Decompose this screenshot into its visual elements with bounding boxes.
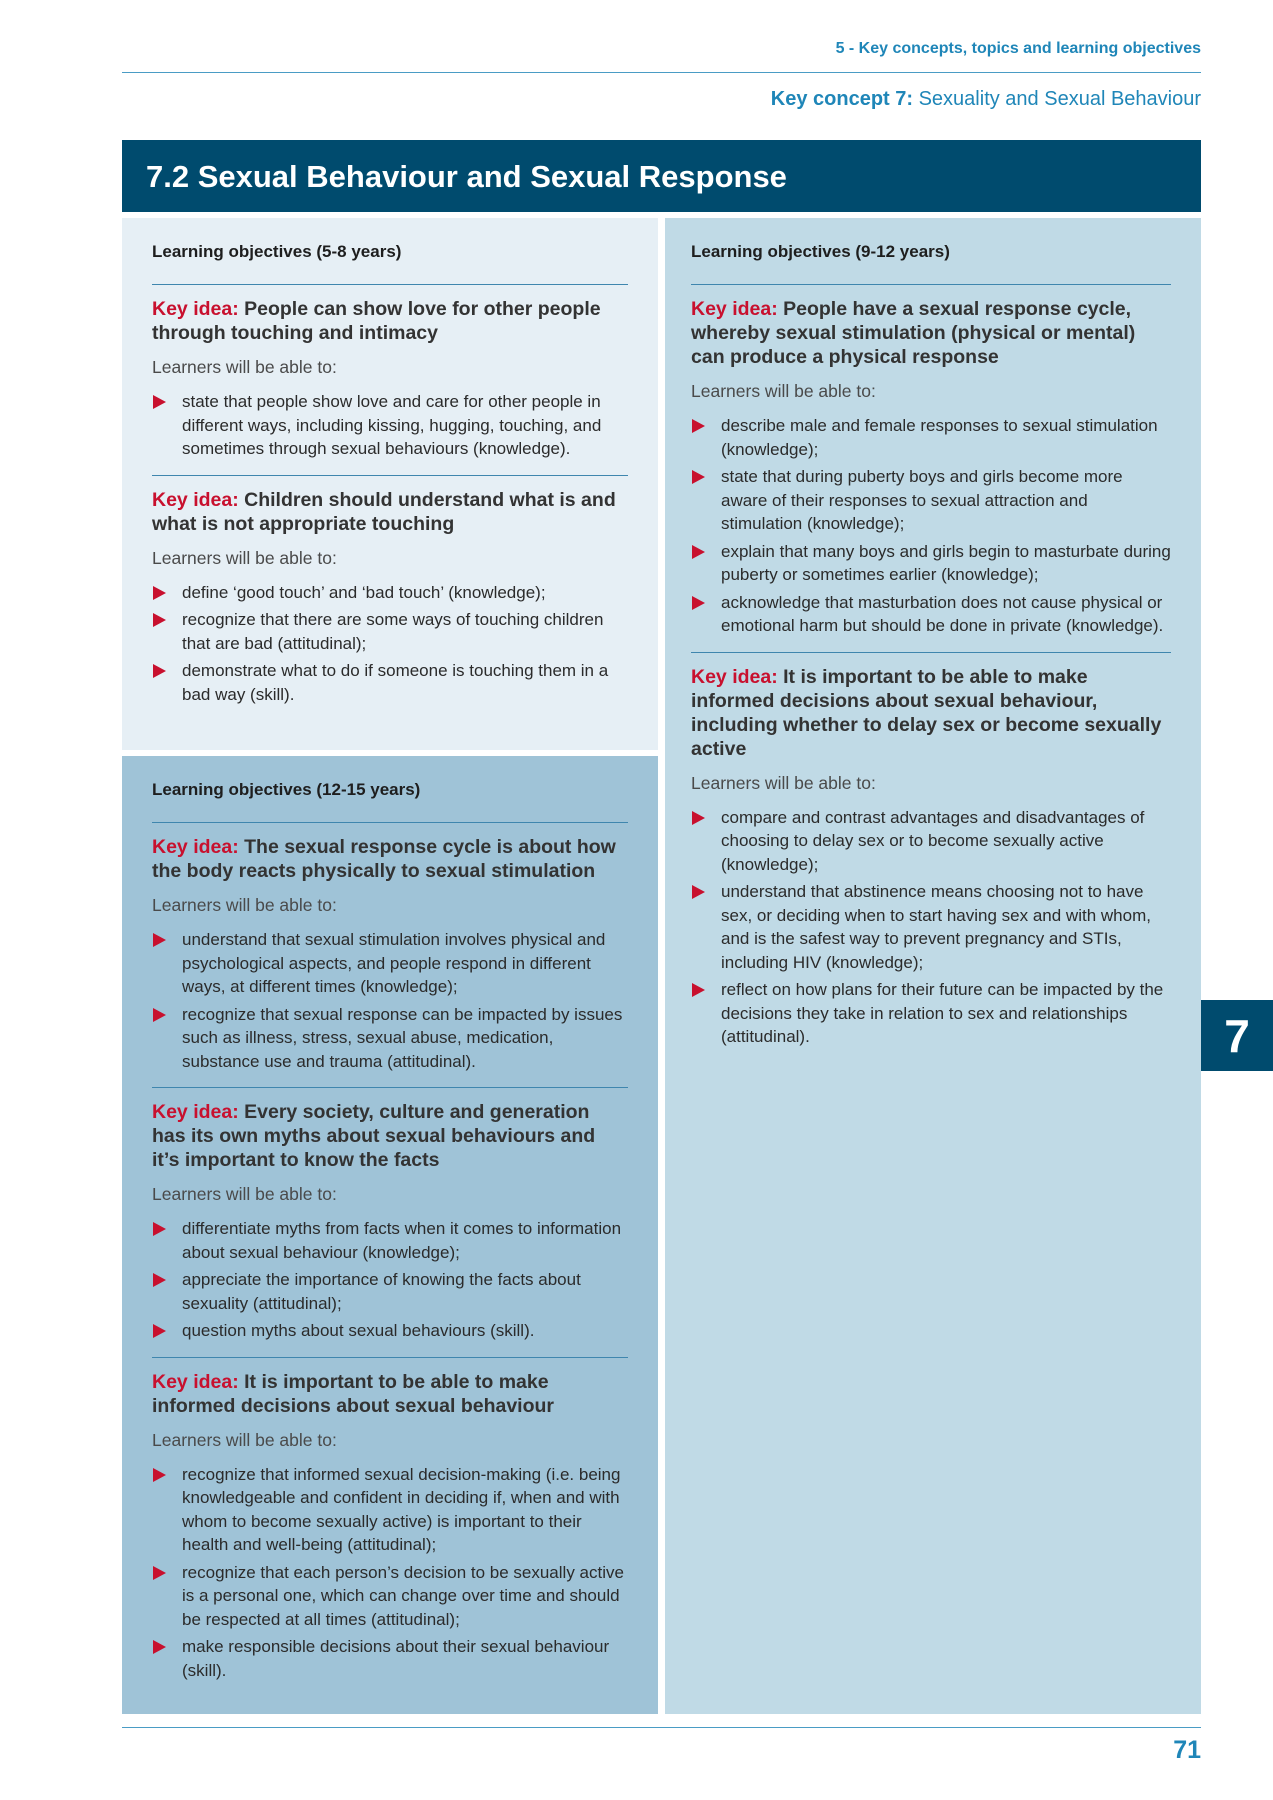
bullet-arrow-icon [153,395,166,409]
key-idea-text: It is important to be able to make informed decisions about sexual behaviour [152,1370,555,1417]
bullet-arrow-icon [692,885,705,899]
key-concept-header [771,88,1201,111]
objective-item: recognize that sexual response can be impacted by issues such as illness, stress, sexual abuse, medication, substance use and trauma (attitudinal). [152,1003,628,1074]
bullet-arrow-icon [153,613,166,627]
divider [152,822,628,823]
key-idea-label: Key idea: [152,298,239,320]
bullet-arrow-icon [153,1222,166,1236]
learners-intro: Learners will be able to: [152,547,337,568]
key-idea-label: Key idea: [152,836,239,858]
objectives-heading: Learning objectives (9-12 years) [691,242,950,261]
bullet-arrow-icon [692,811,705,825]
bullet-arrow-icon [692,596,705,610]
objective-list [152,928,628,1073]
key-idea-text: It is important to be able to make informed decisions about sexual behaviour, including whether to delay sex or become sexually active [691,665,1162,760]
objective-item: question myths about sexual behaviours (skill). [152,1319,628,1343]
header-divider [122,72,1201,73]
objective-item: make responsible decisions about their sexual behaviour (skill). [152,1635,628,1682]
key-idea [691,297,1171,369]
objective-item: appreciate the importance of knowing the facts about sexuality (attitudinal); [152,1268,628,1315]
objective-list [152,390,628,461]
objective-item: define ‘good touch’ and ‘bad touch’ (knowledge); [152,581,628,605]
key-idea-text: People can show love for other people through touching and intimacy [152,298,601,344]
key-idea [691,665,1171,761]
objective-item: state that people show love and care for other people in different ways, including kissing, hugging, touching, and sometimes through sexual behaviours (knowledge). [152,390,628,461]
key-idea-label: Key idea: [691,665,778,688]
chapter-tab-number: 7 [1224,1010,1250,1062]
bullet-arrow-icon [153,1008,166,1022]
objective-list [691,806,1171,1049]
key-idea [152,1100,628,1172]
bullet-arrow-icon [692,545,705,559]
objective-item: reflect on how plans for their future can be impacted by the decisions they take in relation to sex and relationships (attitudinal). [691,978,1171,1049]
objective-item: explain that many boys and girls begin to masturbate during puberty or sometimes earlier (knowledge); [691,540,1171,587]
key-idea-text: People have a sexual response cycle, whereby sexual stimulation (physical or mental) can produce a physical response [691,298,1136,368]
key-idea-text: The sexual response cycle is about how the body reacts physically to sexual stimulation [152,836,616,882]
bullet-arrow-icon [153,933,166,947]
section-title-bar [122,140,1201,212]
objective-item: describe male and female responses to sexual stimulation (knowledge); [691,414,1171,461]
bullet-arrow-icon [153,1273,166,1287]
learners-intro: Learners will be able to: [152,357,337,377]
divider [152,1357,628,1358]
objective-item: demonstrate what to do if someone is touching them in a bad way (skill). [152,659,628,706]
key-idea-text: Children should understand what is and what is not appropriate touching [152,488,616,535]
learners-intro: Learners will be able to: [152,1184,337,1204]
key-idea [152,1370,628,1418]
bullet-arrow-icon [153,1640,166,1654]
key-idea-label: Key idea: [152,488,239,511]
key-idea-label: Key idea: [152,1370,239,1393]
key-idea [152,488,628,536]
bullet-arrow-icon [153,664,166,678]
objective-item: differentiate myths from facts when it comes to information about sexual behaviour (knowledge); [152,1217,628,1264]
divider [152,475,628,476]
learners-intro: Learners will be able to: [691,772,876,793]
bullet-arrow-icon [692,470,705,484]
objective-list [691,414,1171,638]
objective-item: recognize that each person’s decision to be sexually active is a personal one, which can change over time and should be respected at all times (attitudinal); [152,1561,628,1632]
learners-intro: Learners will be able to: [152,895,337,915]
objective-item: understand that abstinence means choosing not to have sex, or deciding when to start having sex and with whom, and is the safest way to prevent pregnancy and STIs, including HIV (knowledge); [691,880,1171,974]
chapter-tab [1201,1000,1273,1071]
bullet-arrow-icon [153,1324,166,1338]
key-idea-text: Every society, culture and generation has its own myths about sexual behaviours and it’s important to know the facts [152,1101,596,1171]
learners-intro: Learners will be able to: [691,381,876,401]
page-number: 71 [1173,1736,1201,1764]
objective-item: acknowledge that masturbation does not cause physical or emotional harm but should be done in private (knowledge). [691,591,1171,638]
divider [691,284,1171,285]
key-concept-title: Sexuality and Sexual Behaviour [918,88,1201,110]
chapter-header: 5 - Key concepts, topics and learning objectives [835,40,1201,57]
divider [152,284,628,285]
key-idea-label: Key idea: [152,1101,239,1123]
panel-9-12-years [665,218,1201,1714]
objective-item: recognize that there are some ways of touching children that are bad (attitudinal); [152,608,628,655]
panel-5-8-years [122,218,658,750]
bullet-arrow-icon [153,1468,166,1482]
bullet-arrow-icon [692,419,705,433]
bullet-arrow-icon [692,983,705,997]
objective-list [152,1463,628,1683]
divider [691,652,1171,653]
key-idea [152,297,628,345]
objective-item: compare and contrast advantages and disadvantages of choosing to delay sex or to become sexually active (knowledge); [691,806,1171,877]
bullet-arrow-icon [153,1566,166,1580]
objectives-heading: Learning objectives (5-8 years) [152,242,402,261]
learners-intro: Learners will be able to: [152,1429,337,1450]
panel-12-15-years [122,756,658,1714]
objectives-heading: Learning objectives (12-15 years) [152,780,421,799]
key-concept-label: Key concept 7: [770,88,914,110]
section-title: 7.2 Sexual Behaviour and Sexual Response [146,159,787,194]
key-idea-label: Key idea: [691,298,778,320]
objective-item: understand that sexual stimulation involves physical and psychological aspects, and people respond in different ways, at different times (knowledge); [152,928,628,999]
divider [152,1087,628,1088]
objective-item: recognize that informed sexual decision-making (i.e. being knowledgeable and confident in deciding if, when and with whom to become sexually active) is important to their health and well-being (attitudinal); [152,1463,628,1557]
key-idea [152,835,628,883]
objective-item: state that during puberty boys and girls become more aware of their responses to sexual attraction and stimulation (knowledge); [691,465,1171,536]
objective-list [152,581,628,707]
objective-list [152,1217,628,1343]
bullet-arrow-icon [153,586,166,600]
footer-divider [122,1727,1201,1728]
